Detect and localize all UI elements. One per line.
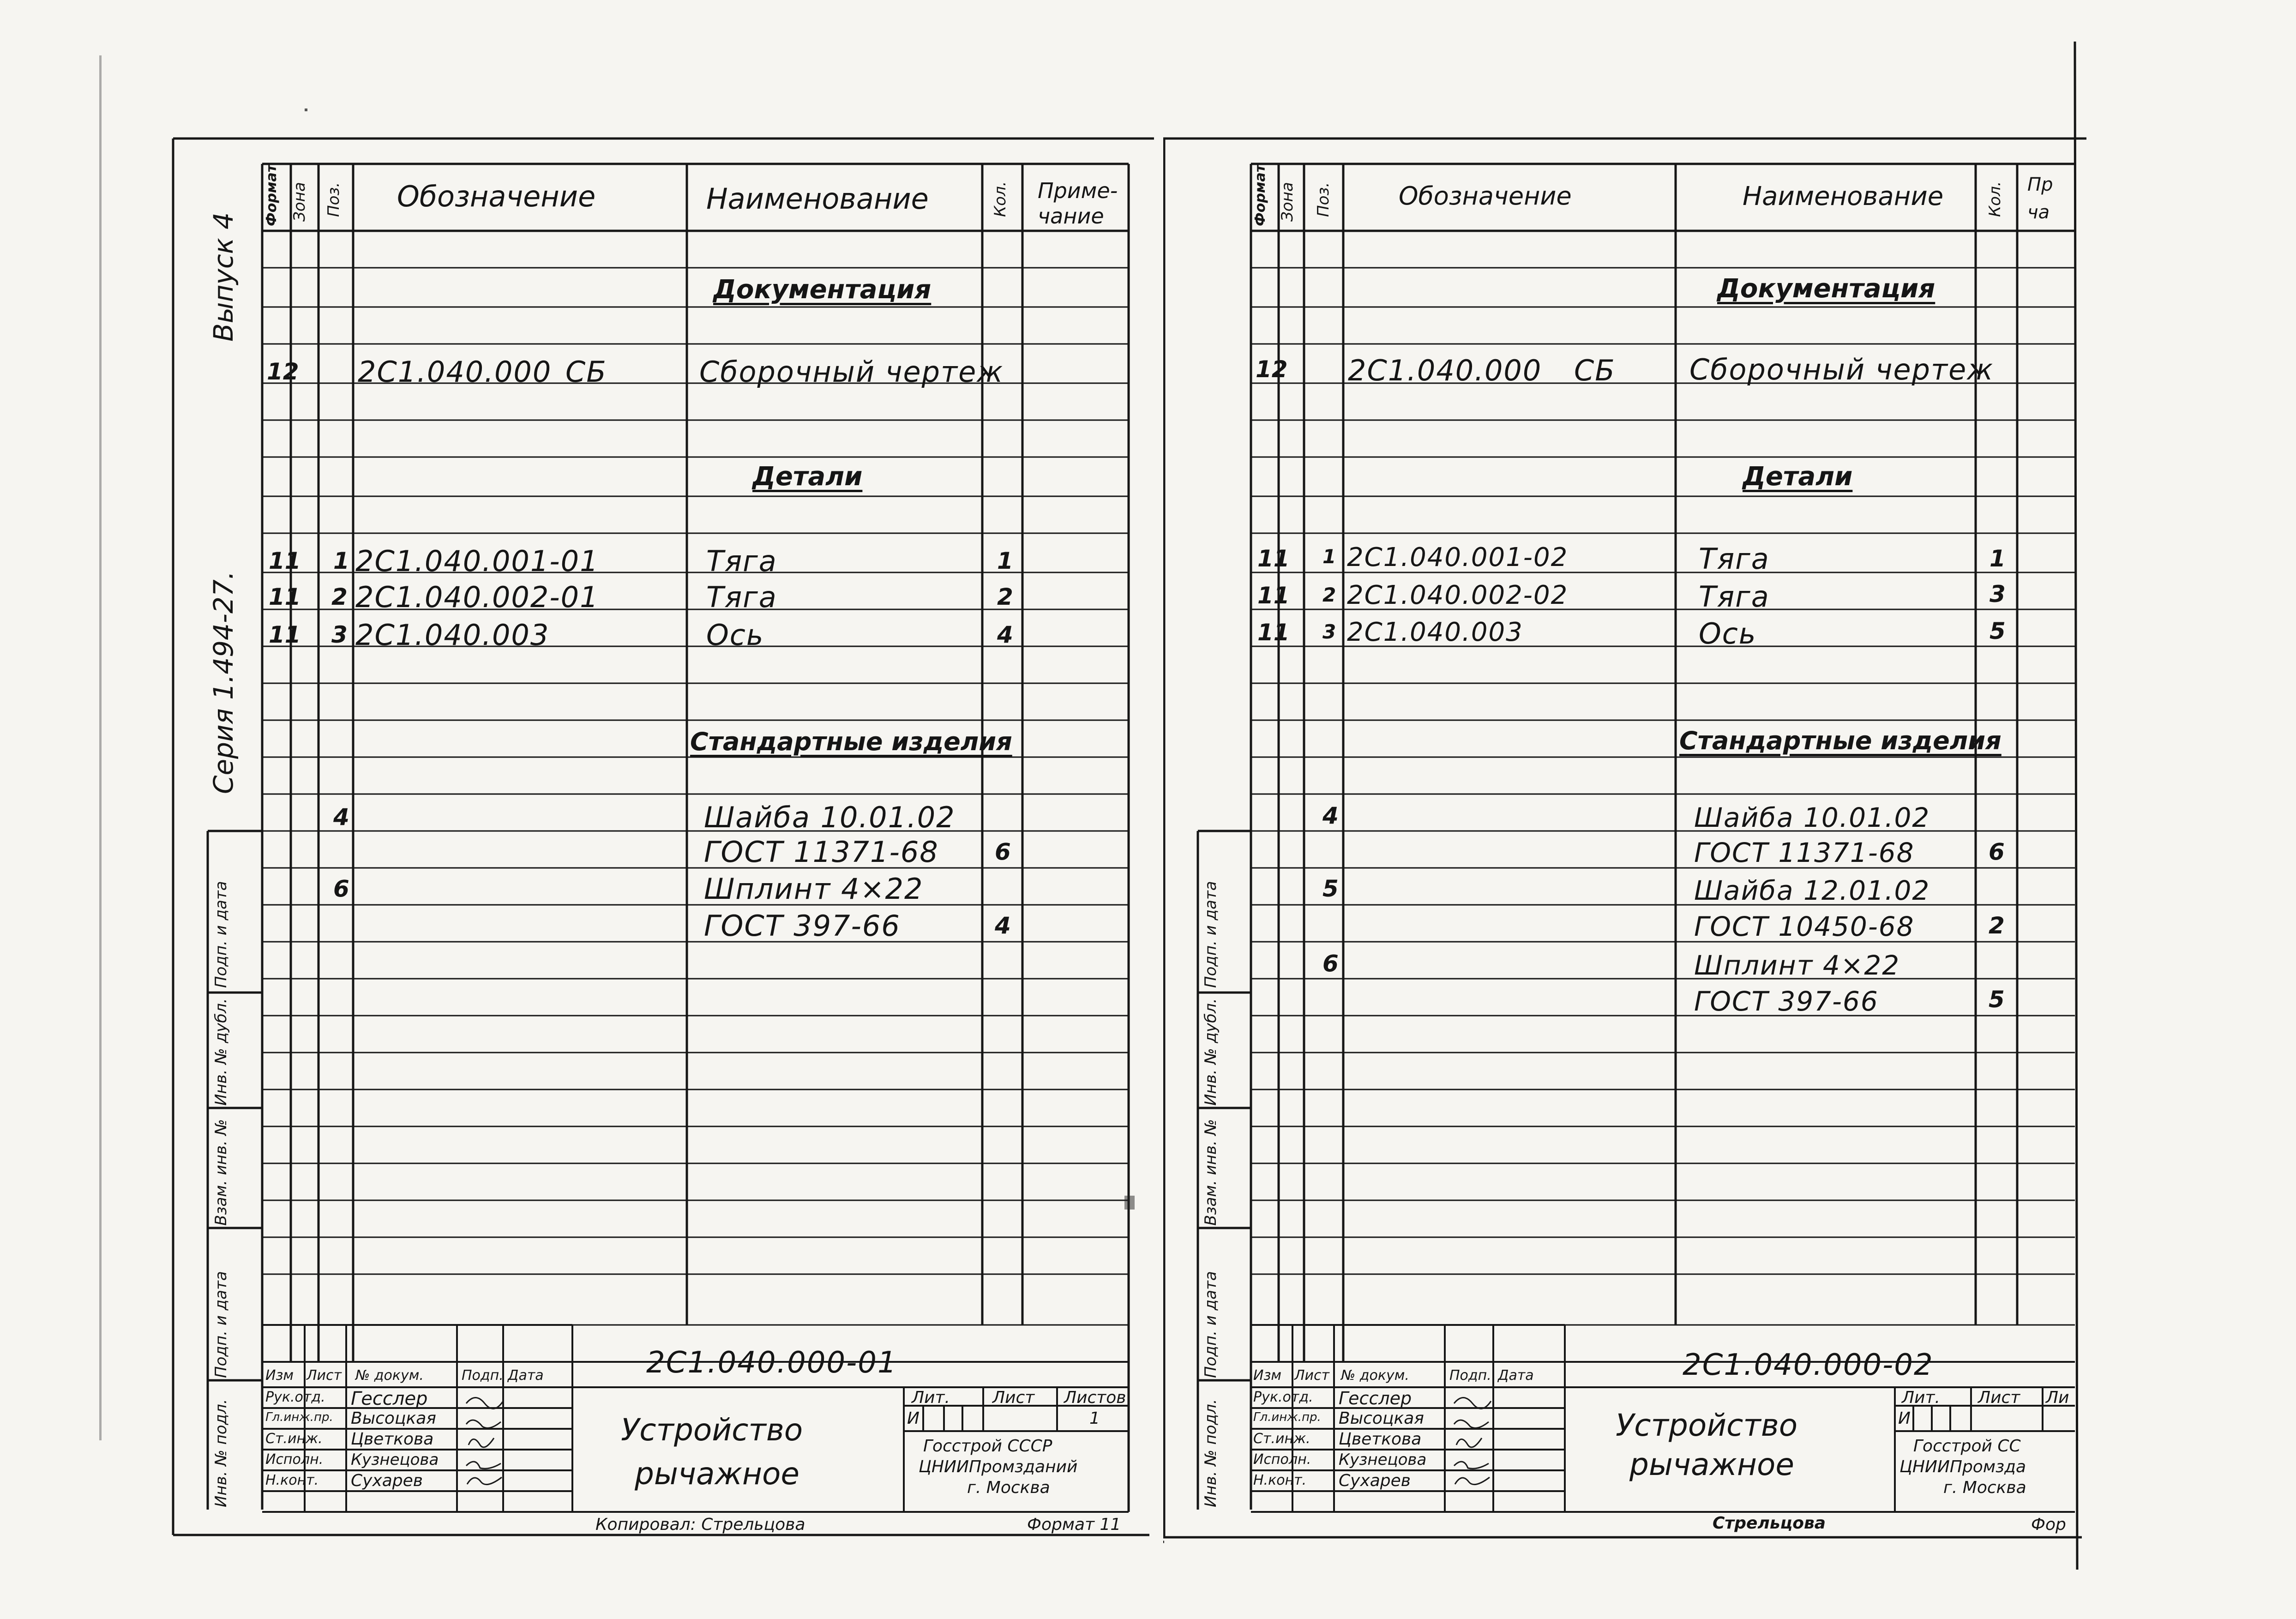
right-s2b-qty: 2: [1989, 912, 2005, 939]
right-d2-qty: 3: [1989, 581, 2006, 608]
left-hdr-designation: Обозначение: [397, 180, 596, 213]
right-tb-sheets: Ли: [2046, 1388, 2069, 1407]
right-org-line3: г. Москва: [1943, 1478, 2026, 1497]
left-s1b-qty: 6: [995, 838, 1011, 865]
left-tb-col-change: Изм: [265, 1367, 294, 1384]
right-stamp-replace-inv: Взам. инв. №: [1202, 1119, 1220, 1226]
right-tb-role-1: Гл.инж.пр.: [1253, 1410, 1321, 1424]
right-tb-role-3: Исполн.: [1253, 1451, 1311, 1468]
right-stamp-sign-date2: Подп. и дата: [1202, 1271, 1220, 1378]
right-bottom-format: Фор: [2031, 1515, 2066, 1534]
left-series-label: Серия 1.494-27.: [208, 571, 239, 794]
left-tb-sheets: Листов: [1064, 1388, 1126, 1407]
left-d1-pos: 1: [333, 548, 349, 574]
right-tb-role-0: Рук.отд.: [1253, 1389, 1313, 1405]
left-d2-format: 11: [269, 584, 301, 610]
left-d1-format: 11: [269, 548, 301, 574]
right-doc-format: 12: [1256, 356, 1288, 383]
right-tb-role-4: Н.конт.: [1253, 1472, 1307, 1488]
right-s3-name: Шплинт 4×22: [1694, 950, 1900, 981]
left-d3-designation: 2С1.040.003: [355, 618, 550, 652]
left-d1-qty: 1: [997, 548, 1013, 574]
right-d1-designation: 2С1.040.001-02: [1347, 542, 1569, 572]
left-d2-pos: 2: [331, 584, 348, 610]
right-hdr-designation: Обозначение: [1399, 181, 1572, 211]
left-signatures: [462, 1390, 517, 1491]
left-tb-role-2: Ст.инж.: [265, 1431, 323, 1447]
right-s3b-qty: 5: [1989, 986, 2005, 1013]
right-tb-person-2: Цветкова: [1339, 1430, 1422, 1449]
right-tb-lit: Лит.: [1902, 1388, 1940, 1407]
left-d3-name: Ось: [706, 618, 764, 652]
right-hdr-qty: Кол.: [1986, 181, 2004, 217]
left-tb-person-2: Цветкова: [351, 1430, 434, 1449]
right-stamp-sign-date: Подп. и дата: [1202, 881, 1220, 988]
right-product-line1: Устройство: [1616, 1408, 1798, 1443]
right-d2-designation: 2С1.040.002-02: [1347, 580, 1569, 610]
right-sheet: [1163, 0, 2296, 1619]
left-d2-name: Тяга: [706, 580, 777, 614]
right-tb-sheet: Лист: [1978, 1388, 2020, 1407]
left-d3-pos: 3: [331, 621, 348, 648]
scan-mark-dot-2: [305, 108, 307, 111]
right-stamp-inv-orig: Инв. № подл.: [1202, 1399, 1220, 1507]
right-d3-qty: 5: [1989, 618, 2006, 644]
right-s3-pos: 6: [1322, 950, 1339, 977]
right-d1-pos: 1: [1322, 545, 1336, 568]
left-hdr-format: Формат: [264, 164, 280, 226]
right-tb-person-4: Сухарев: [1339, 1471, 1411, 1490]
right-title-designation: 2С1.040.000-02: [1683, 1348, 1934, 1382]
left-d2-designation: 2С1.040.002-01: [355, 580, 599, 614]
left-bottom-format: Формат 11: [1027, 1515, 1121, 1534]
right-signatures: [1449, 1390, 1505, 1491]
left-s2b-qty: 4: [995, 912, 1011, 939]
right-tb-person-1: Высоцкая: [1339, 1409, 1424, 1428]
right-hdr-zone: Зона: [1278, 182, 1297, 222]
right-d3-name: Ось: [1699, 617, 1757, 650]
left-tb-role-4: Н.конт.: [265, 1472, 319, 1488]
left-org-line1: Госстрой СССР: [923, 1437, 1052, 1456]
right-tb-col-change: Изм: [1253, 1367, 1282, 1384]
right-section-documentation: Документация: [1717, 274, 1935, 304]
right-hdr-name: Наименование: [1743, 181, 1944, 211]
right-hdr-note-2: ча: [2027, 202, 2050, 223]
right-d1-qty: 1: [1989, 545, 2006, 572]
right-bottom-copied: Стрельцова: [1713, 1514, 1826, 1533]
right-d3-pos: 3: [1322, 620, 1336, 643]
right-s1b-name: ГОСТ 11371-68: [1694, 837, 1915, 868]
right-s2b-name: ГОСТ 10450-68: [1694, 911, 1915, 942]
right-org-line2: ЦНИИПромзда: [1899, 1457, 2026, 1476]
right-section-details: Детали: [1743, 462, 1853, 492]
left-product-line1: Устройство: [621, 1412, 803, 1448]
left-section-details: Детали: [752, 462, 863, 492]
left-doc-designation: 2С1.040.000: [358, 355, 552, 389]
left-tb-col-sign: Подп.: [462, 1367, 504, 1384]
left-stamp-inv-orig: Инв. № подл.: [212, 1399, 230, 1507]
left-product-line2: рычажное: [635, 1456, 800, 1492]
right-product-line2: рычажное: [1629, 1447, 1795, 1482]
left-stamp-inv-dupl: Инв. № дубл.: [212, 998, 230, 1106]
left-org-line2: ЦНИИПромзданий: [919, 1457, 1078, 1476]
right-d1-name: Тяга: [1699, 542, 1770, 576]
right-s1-name: Шайба 10.01.02: [1694, 802, 1930, 833]
left-tb-col-docno: № докум.: [355, 1367, 424, 1384]
left-stamp-sign-date: Подп. и дата: [212, 881, 230, 988]
right-doc-designation: 2С1.040.000: [1348, 354, 1542, 387]
left-section-standard: Стандартные изделия: [690, 727, 1012, 756]
left-s1-name: Шайба 10.01.02: [704, 800, 956, 834]
right-s1-pos: 4: [1322, 802, 1339, 829]
left-tb-col-sheet: Лист: [307, 1367, 342, 1384]
left-section-documentation: Документация: [713, 275, 932, 305]
left-tb-col-date: Дата: [508, 1367, 544, 1384]
right-hdr-note-1: Пр: [2027, 174, 2053, 195]
left-stamp-sign-date2: Подп. и дата: [212, 1271, 230, 1378]
right-org-line1: Госстрой СС: [1913, 1437, 2021, 1456]
left-hdr-pos: Поз.: [325, 182, 343, 217]
left-hdr-zone: Зона: [290, 182, 309, 222]
right-stamp-inv-dupl: Инв. № дубл.: [1202, 998, 1220, 1106]
left-s2-name: Шплинт 4×22: [704, 872, 924, 906]
right-tb-col-date: Дата: [1498, 1367, 1534, 1384]
left-d3-format: 11: [269, 621, 301, 648]
right-tb-col-docno: № докум.: [1341, 1367, 1409, 1384]
right-s2-pos: 5: [1322, 875, 1339, 902]
right-s3b-name: ГОСТ 397-66: [1694, 986, 1879, 1017]
right-d1-format: 11: [1257, 545, 1290, 572]
right-d2-name: Тяга: [1699, 580, 1770, 614]
left-tb-person-1: Высоцкая: [351, 1409, 436, 1428]
right-d2-format: 11: [1257, 582, 1290, 609]
right-tb-lit-value: И: [1898, 1409, 1911, 1428]
left-hdr-note-1: Приме-: [1038, 178, 1118, 203]
right-hdr-pos: Поз.: [1314, 182, 1333, 217]
right-tb-role-2: Ст.инж.: [1253, 1431, 1310, 1447]
right-d3-designation: 2С1.040.003: [1347, 617, 1523, 647]
left-d1-name: Тяга: [706, 544, 777, 578]
left-s2b-name: ГОСТ 397-66: [704, 909, 901, 943]
left-bottom-copied: Копировал: Стрельцова: [595, 1515, 805, 1534]
left-tb-sheets-value: 1: [1089, 1409, 1100, 1428]
right-s1b-qty: 6: [1989, 838, 2005, 865]
left-doc-format: 12: [267, 358, 299, 385]
right-tb-col-sign: Подп.: [1449, 1367, 1491, 1384]
left-issue-label: Выпуск 4: [208, 212, 239, 342]
right-d3-format: 11: [1257, 619, 1290, 646]
left-d3-qty: 4: [997, 621, 1013, 648]
left-tb-person-4: Сухарев: [351, 1471, 423, 1490]
left-d2-qty: 2: [997, 584, 1013, 610]
left-doc-name: Сборочный чертеж: [699, 355, 1004, 389]
scan-mark-dot-1: [1124, 1196, 1135, 1210]
left-tb-sheet: Лист: [992, 1388, 1035, 1407]
right-s2-name: Шайба 12.01.02: [1694, 875, 1930, 906]
right-tb-col-sheet: Лист: [1294, 1367, 1330, 1384]
scan-mark-left-edge: [99, 55, 102, 1440]
left-tb-person-3: Кузнецова: [351, 1450, 439, 1469]
left-tb-lit-value: И: [907, 1409, 920, 1428]
left-tb-person-0: Гесслер: [351, 1388, 428, 1409]
right-doc-name: Сборочный чертеж: [1689, 353, 1994, 386]
left-hdr-note-2: чание: [1038, 204, 1104, 229]
right-tb-person-3: Кузнецова: [1339, 1450, 1427, 1469]
left-tb-role-1: Гл.инж.пр.: [265, 1410, 333, 1424]
left-s2-pos: 6: [333, 875, 349, 902]
left-org-line3: г. Москва: [967, 1478, 1050, 1497]
right-hdr-format: Формат: [1252, 164, 1268, 226]
left-hdr-qty: Кол.: [991, 181, 1010, 217]
left-tb-lit: Лит.: [912, 1388, 950, 1407]
right-doc-suffix: СБ: [1574, 354, 1616, 387]
left-d1-designation: 2С1.040.001-01: [355, 544, 599, 578]
right-tb-person-0: Гесслер: [1339, 1388, 1412, 1408]
left-hdr-name: Наименование: [706, 182, 929, 216]
right-d2-pos: 2: [1322, 584, 1336, 606]
left-tb-role-3: Исполн.: [265, 1451, 324, 1468]
left-tb-role-0: Рук.отд.: [265, 1389, 325, 1405]
left-doc-suffix: СБ: [565, 355, 607, 389]
left-title-designation: 2С1.040.000-01: [646, 1346, 897, 1380]
right-section-standard: Стандартные изделия: [1679, 726, 2001, 755]
left-s1-pos: 4: [333, 804, 349, 831]
left-stamp-replace-inv: Взам. инв. №: [212, 1119, 230, 1226]
left-s1b-name: ГОСТ 11371-68: [704, 835, 939, 869]
